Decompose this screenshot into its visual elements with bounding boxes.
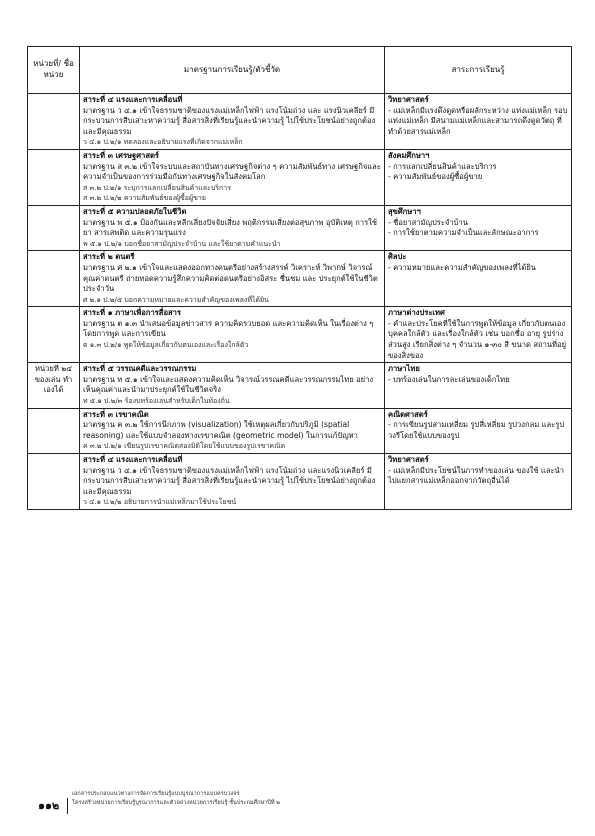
- standard-cell: [80, 307, 385, 363]
- bullet-dash: -: [388, 172, 394, 182]
- standard-cell: [80, 363, 385, 408]
- content-item: [388, 172, 568, 183]
- content-item-text: ความสัมพันธ์ของผู้ซื้อผู้ขาย: [393, 172, 483, 182]
- standard-text: มาตรฐาน ศ ๒.๑ เข้าใจและแสดงออกทางดนตรีอย่างสร้างสรรค์ วิเคราะห์ วิพากษ์ วิจารณ์คุณค่าดนตรี ถ่ายทอดความรู้สึกความคิดต่อดนตรีอย่างอิสระ ชื่นชม และ ประยุกต์ใช้ในชีวิตประจำวัน: [83, 262, 378, 294]
- strand-title: สาระที่ ๕ ความปลอดภัยในชีวิต: [83, 206, 187, 216]
- bullet-dash: -: [388, 262, 394, 272]
- unit-cell: [28, 205, 80, 250]
- unit-cell: [28, 251, 80, 307]
- standard-text: มาตรฐาน พ ๕.๑ ป้องกันและหลีกเลี่ยงปัจจัยเสี่ยง พฤติกรรมเสี่ยงต่อสุขภาพ อุบัติเหตุ การใช้ยา สารเสพติด และความรุนแรง: [83, 217, 378, 238]
- content-item: [388, 263, 568, 274]
- subject-title: สังคมศึกษาฯ: [388, 150, 430, 160]
- content-cell: [385, 454, 572, 510]
- unit-cell: [28, 408, 80, 453]
- content-item: [388, 375, 568, 386]
- bullet-dash: -: [388, 228, 394, 238]
- content-cell: [385, 363, 572, 408]
- standard-text: มาตรฐาน ต ๑.๓ นำเสนอข้อมูลข่าวสาร ความคิดรวบยอด และความคิดเห็น ในเรื่องต่าง ๆ โดยการพูด และการเขียน: [83, 318, 374, 339]
- indicator-text: ว ๔.๑ ป.๒/๑ ทดลองและอธิบายแรงที่เกิดจากแม่เหล็ก: [83, 138, 243, 147]
- bullet-dash: -: [388, 420, 394, 430]
- content-cell: [385, 205, 572, 250]
- table-body: [28, 94, 572, 510]
- table-row: [28, 363, 572, 408]
- strand-title: สาระที่ ๔ แรงและการเคลื่อนที่: [83, 95, 183, 104]
- strand-title: สาระที่ ๓ เศรษฐศาสตร์: [83, 150, 159, 160]
- subject-title: ภาษาไทย: [388, 364, 420, 374]
- subject-title: ภาษาต่างประเทศ: [388, 308, 445, 318]
- footer-line-2: โครงสร้างหน่วยการเรียนรู้บูรณาการและตัวอย่างหน่วยการเรียนรู้ ชั้นประถมศึกษาปีที่ ๒: [72, 800, 280, 806]
- strand-title: สาระที่ ๒ ดนตรี: [83, 252, 135, 262]
- subject-title: วิทยาศาสตร์: [388, 455, 429, 464]
- content-item-text: ความหมายและความสำคัญของเพลงที่ได้ยิน: [393, 262, 537, 272]
- standard-text: มาตรฐาน ว ๔.๑ เข้าใจธรรมชาติของแรงแม่เหล็กไฟฟ้า แรงโน้มถ่วง และ แรงนิวเคลียร์ มีกระบวนการสืบเสาะหาความรู้ สื่อสารสิ่งที่เรียนรู้และนำความรู้ ไปใช้ประโยชน์อย่างถูกต้องและมีคุณธรรม: [83, 105, 376, 136]
- page-footer: [38, 790, 558, 820]
- content-item-text: แม่เหล็กมีประโยชน์ในการทำของเล่น ของใช้ และนำไปแยกสารแม่เหล็กออกจากวัตถุอื่นได้: [388, 465, 565, 486]
- content-cell: [385, 307, 572, 363]
- standard-text: มาตรฐาน ท ๕.๑ เข้าใจและแสดงความคิดเห็น วิจารณ์วรรณคดีและวรรณกรรมไทย อย่างเห็นคุณค่าและนำมาประยุกต์ใช้ในชีวิตจริง: [83, 374, 374, 395]
- subject-title: วิทยาศาสตร์: [388, 95, 429, 104]
- content-item-text: ชื่อยาสามัญประจำบ้าน: [393, 217, 468, 227]
- table-row: [28, 408, 572, 453]
- table-row: [28, 205, 572, 250]
- indicator-text: ท ๕.๑ ป.๒/๓ ร้องบทร้องเล่นสำหรับเด็กในท้องถิ่น: [83, 397, 230, 406]
- header-unit: หน่วยที่/ ชื่อหน่วย: [28, 47, 80, 94]
- unit-cell: [28, 94, 80, 150]
- indicator-text: ว ๔.๑ ป.๒/๒ อธิบายการนำแม่เหล็กมาใช้ประโยชน์: [83, 498, 237, 507]
- unit-cell: หน่วยที่ ๒๔ ของเล่น ทำเองได้: [28, 363, 80, 408]
- content-item-text: การใช้ยาตามความจำเป็นและลักษณะอาการ: [393, 228, 539, 238]
- strand-title: สาระที่ ๕ วรรณคดีและวรรณกรรม: [83, 364, 197, 374]
- standard-text: มาตรฐาน ค ๓.๒ ใช้การนึกภาพ (visualization) ใช้เหตุผลเกี่ยวกับปริภูมิ (spatial reasoning) และใช้แบบจำลองทางเรขาคณิต (geometric model) ในการแก้ปัญหา: [83, 420, 358, 440]
- table-header-row: [28, 47, 572, 94]
- bullet-dash: -: [388, 374, 394, 384]
- indicator-text: ค ๓.๒ ป.๒/๑ เขียนรูปเรขาคณิตสองมิติโดยใช้แบบของรูปเรขาคณิต: [83, 442, 286, 451]
- standard-text: มาตรฐาน ว ๔.๑ เข้าใจธรรมชาติของแรงแม่เหล็กไฟฟ้า แรงโน้มถ่วง และแรงนิวเคลียร์ มีกระบวนการสืบเสาะหาความรู้ สื่อสารสิ่งที่เรียนรู้และนำความรู้ ไปใช้ประโยชน์อย่างถูกต้องและมีคุณธรรม: [83, 465, 376, 496]
- content-item-text: การเขียนรูปสามเหลี่ยม รูปสี่เหลี่ยม รูปวงกลม และรูปวงรีโดยใช้แบบของรูป: [388, 420, 565, 440]
- content-cell: [385, 408, 572, 453]
- standard-cell: [80, 251, 385, 307]
- standard-cell: [80, 205, 385, 250]
- bullet-dash: -: [388, 217, 394, 227]
- indicator-text: พ ๕.๑ ป.๒/๑ บอกชื่อยาสามัญประจำบ้าน และใช้ยาตามคำแนะนำ: [83, 239, 281, 248]
- standard-cell: [80, 149, 385, 205]
- table-row: [28, 454, 572, 510]
- strand-title: สาระที่ ๔ แรงและการเคลื่อนที่: [83, 455, 183, 464]
- bullet-dash: -: [388, 105, 394, 115]
- unit-cell: [28, 454, 80, 510]
- content-cell: [385, 251, 572, 307]
- curriculum-table: [27, 46, 572, 510]
- standard-cell: [80, 454, 385, 510]
- subject-title: ศิลปะ: [388, 252, 407, 262]
- strand-title: สาระที่ ๑ ภาษาเพื่อการสื่อสาร: [83, 308, 181, 318]
- bullet-dash: -: [388, 318, 394, 328]
- content-item-text: แม่เหล็กมีแรงดึงดูดหรือผลักระหว่าง แท่งแม่เหล็ก รอบแท่งแม่เหล็ก มีสนามแม่เหล็กและสามารถดึงดูดวัตถุ ที่ทำด้วยสารแม่เหล็ก: [388, 105, 568, 136]
- unit-cell: [28, 149, 80, 205]
- indicator-text: ส ๓.๒ ป.๒/๑ ระบุการแลกเปลี่ยนสินค้าและบริการ ส ๓.๒ ป.๒/๒ ความสัมพันธ์ของผู้ซื้อผู้ขาย: [83, 183, 231, 203]
- content-item: [388, 228, 568, 239]
- content-item-text: บทร้องเล่นในการละเล่นของเด็กไทย: [393, 374, 510, 384]
- indicator-text: ต ๑.๓ ป.๒/๑ พูดให้ข้อมูลเกี่ยวกับตนเองและเรื่องใกล้ตัว: [83, 341, 249, 350]
- content-item: [388, 218, 568, 229]
- table-row: [28, 94, 572, 150]
- content-cell: [385, 149, 572, 205]
- subject-title: คณิตศาสตร์: [388, 409, 428, 419]
- bullet-dash: -: [388, 465, 394, 475]
- content-item: [388, 162, 568, 173]
- indicator-text: ศ ๒.๑ ป.๒/๕ บอกความหมายและความสำคัญของเพลงที่ได้ยิน: [83, 295, 269, 304]
- footer-line-1: เอกสารประกอบแนวทางการจัดการเรียนรู้แบบบูรณาการแบบครบวงจร: [72, 791, 240, 797]
- content-item-text: การแลกเปลี่ยนสินค้าและบริการ: [393, 161, 497, 171]
- unit-cell: [28, 307, 80, 363]
- standard-cell: [80, 94, 385, 150]
- standard-text: มาตรฐาน ส ๓.๒ เข้าใจระบบและสถาบันทางเศรษฐกิจต่าง ๆ ความสัมพันธ์ทาง เศรษฐกิจและความจำเป็นของการร่วมมือกันทางเศรษฐกิจในสังคมโลก: [83, 161, 381, 182]
- table-row: [28, 307, 572, 363]
- content-item: [388, 466, 568, 487]
- page-number: ๑๑๒: [38, 798, 68, 814]
- table-row: [28, 149, 572, 205]
- bullet-dash: -: [388, 161, 394, 171]
- strand-title: สาระที่ ๓ เรขาคณิต: [83, 409, 149, 419]
- content-item: [388, 106, 568, 138]
- content-item-text: คำและประโยคที่ใช้ในการพูดให้ข้อมูล เกี่ยวกับตนเอง บุคคลใกล้ตัว และเรื่องใกล้ตัว เช่น บอกชื่อ อายุ รูปร่าง ส่วนสูง เรียกสิ่งต่าง ๆ จำนวน ๑-๓๐ สี ขนาด สถานที่อยู่ของสิ่งของ: [388, 318, 567, 360]
- footer-text: [72, 790, 280, 808]
- content-cell: [385, 94, 572, 150]
- content-item: [388, 420, 568, 441]
- subject-title: สุขศึกษาฯ: [388, 206, 421, 216]
- header-content: สาระการเรียนรู้: [385, 47, 572, 94]
- standard-cell: [80, 408, 385, 453]
- header-standards: มาตรฐานการเรียนรู้/ตัวชี้วัด: [80, 47, 385, 94]
- table-row: [28, 251, 572, 307]
- content-item: [388, 319, 568, 361]
